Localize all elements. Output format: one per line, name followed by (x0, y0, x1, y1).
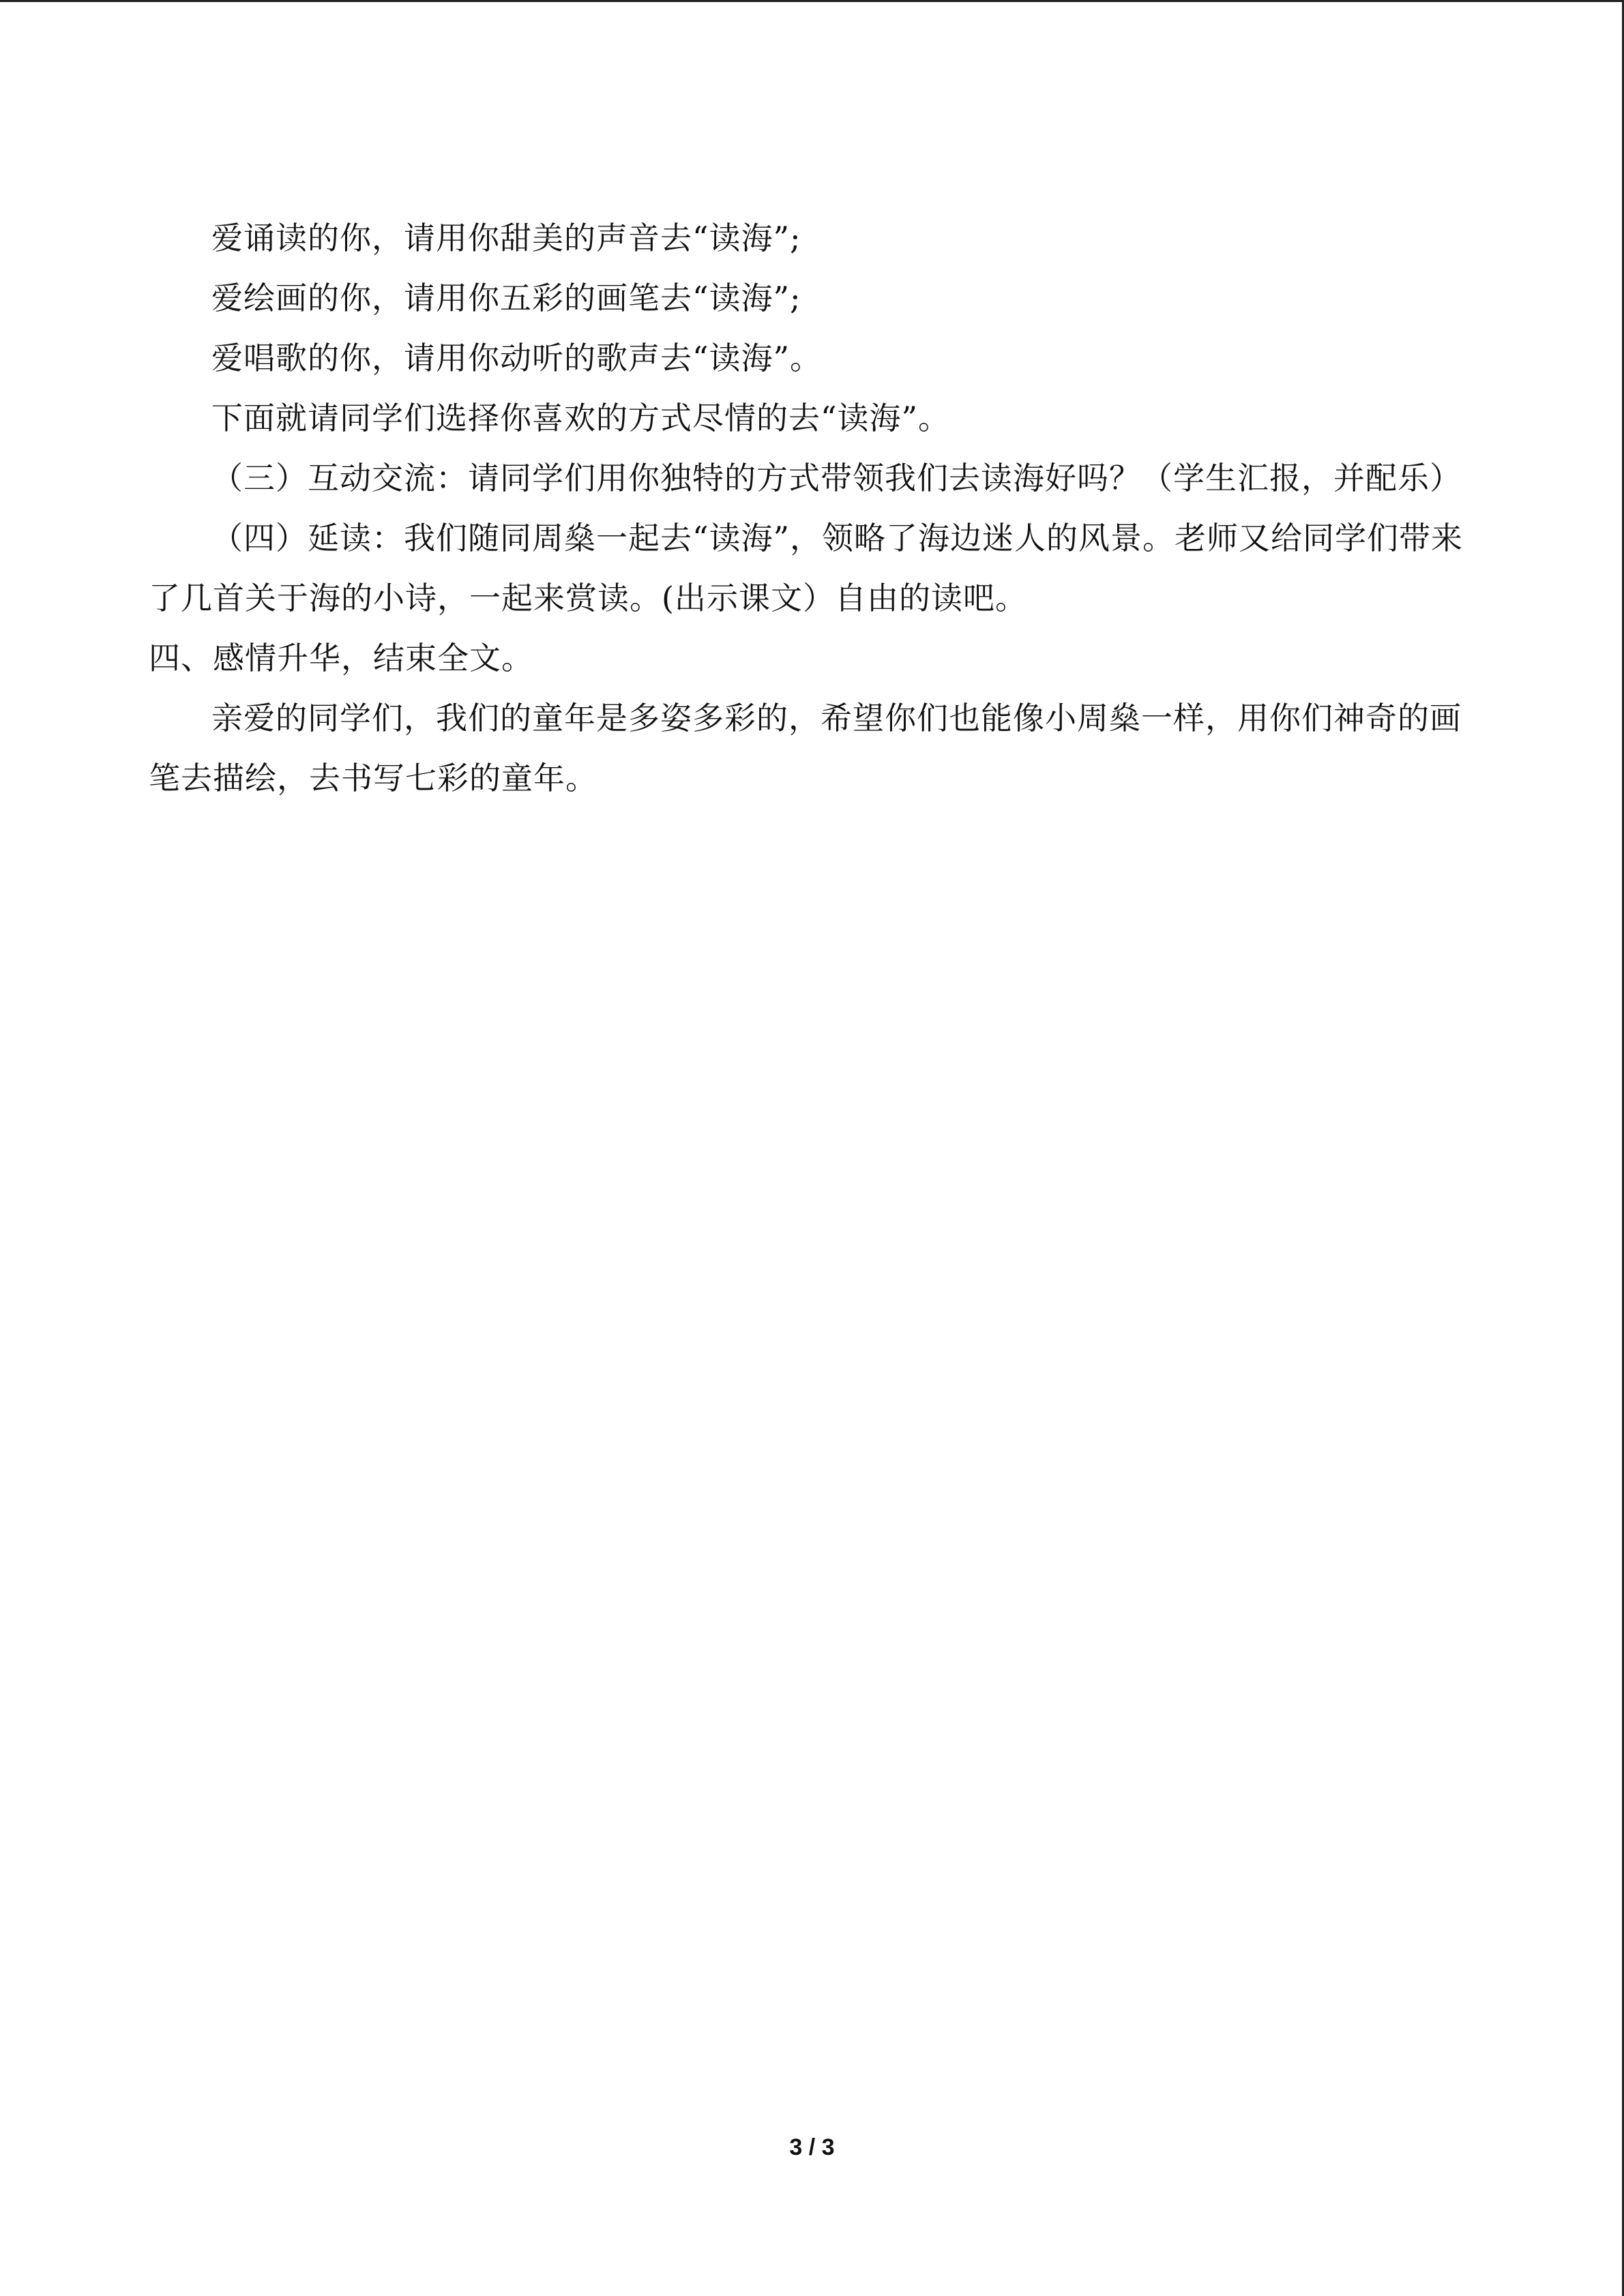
document-body (149, 208, 1479, 808)
paragraph-recite: 爱诵读的你，请用你甜美的声音去“读海”; (211, 220, 801, 256)
paragraph-extended-reading: （四）延读：我们随同周燊一起去“读海”，领略了海边迷人的风景。老师又给同学们带来了几首关于海的小诗，一起来赏读。(出示课文）自由的读吧。 (149, 520, 1464, 616)
paragraph-interaction: （三）互动交流：请同学们用你独特的方式带领我们去读海好吗？（学生汇报，并配乐） (211, 460, 1462, 496)
section-heading-conclusion: 四、感情升华，结束全文。 (149, 640, 533, 676)
paragraph-choose-method: 下面就请同学们选择你喜欢的方式尽情的去“读海”。 (211, 400, 951, 436)
paragraph-sing: 爱唱歌的你，请用你动听的歌声去“读海”。 (211, 340, 823, 376)
paragraph-closing: 亲爱的同学们，我们的童年是多姿多彩的，希望你们也能像小周燊一样，用你们神奇的画笔去描绘，去书写七彩的童年。 (149, 700, 1462, 796)
paragraph-paint: 爱绘画的你，请用你五彩的画笔去“读海”; (211, 280, 801, 316)
page-border-top (0, 0, 1624, 2)
page-number: 3 / 3 (789, 2134, 835, 2160)
